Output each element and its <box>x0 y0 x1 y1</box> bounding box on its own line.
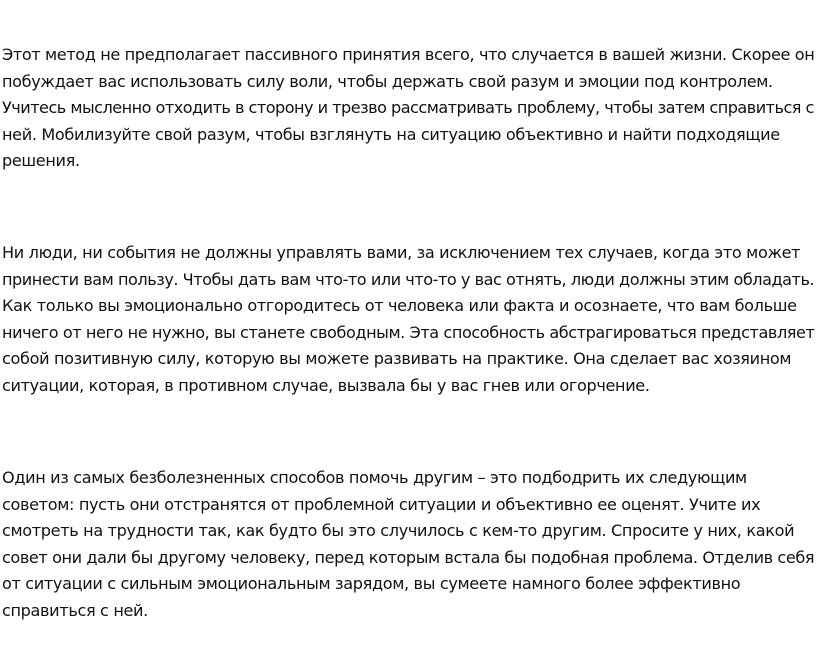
paragraph-3-line-1: Один из самых безболезненных способов помочь другим – это подбодрить их следующим <box>2 468 747 487</box>
paragraph-3-line-5: от ситуации с сильным эмоциональным зарядом, вы сумеете намного более эффективно <box>2 574 741 593</box>
paragraph-1 <box>2 42 814 175</box>
paragraph-3 <box>2 465 814 624</box>
paragraph-1-line-2: побуждает вас использовать силу воли, чтобы держать свой разум и эмоции под контролем. <box>2 71 773 91</box>
paragraph-2 <box>2 240 814 399</box>
paragraph-2-line-1: Ни люди, ни события не должны управлять вами, за исключением тех случаев, когда это может <box>2 243 801 262</box>
paragraph-2-line-3: Как только вы эмоционально отгородитесь от человека или факта и осознаете, что вам больше <box>2 296 797 315</box>
paragraph-2-line-4: ничего от него не нужно, вы станете свободным. Эта способность абстрагироваться представляет <box>2 322 815 342</box>
paragraph-3-line-3: смотреть на трудности так, как будто бы это случилось с кем-то другим. Спросите у них, какой <box>2 521 795 540</box>
paragraph-1-line-1: Этот метод не предполагает пассивного принятия всего, что случается в вашей жизни. Скорее он <box>2 45 815 64</box>
paragraph-3-line-4: совет они дали бы другому человеку, перед которым встала бы подобная проблема. Отделив себя <box>2 547 815 567</box>
paragraph-3-line-6: справиться с ней. <box>2 600 148 620</box>
paragraph-2-line-6: ситуации, которая, в противном случае, вызвала бы у вас гнев или огорчение. <box>2 375 650 395</box>
paragraph-1-line-3: Учитесь мысленно отходить в сторону и трезво рассматривать проблему, чтобы затем справиться с <box>2 98 814 117</box>
paragraph-3-line-2: советом: пусть они отстранятся от проблемной ситуации и объективно ее оценят. Учите их <box>2 494 761 514</box>
paragraph-1-line-4: ней. Мобилизуйте свой разум, чтобы взглянуть на ситуацию объективно и найти подходящие <box>2 124 780 144</box>
paragraph-1-line-5: решения. <box>2 151 80 170</box>
paragraph-2-line-2: принести вам пользу. Чтобы дать вам что-то или что-то у вас отнять, люди должны этим обладать. <box>2 269 815 289</box>
paragraph-2-line-5: собой позитивную силу, которую вы можете развивать на практике. Она сделает вас хозяином <box>2 349 792 368</box>
